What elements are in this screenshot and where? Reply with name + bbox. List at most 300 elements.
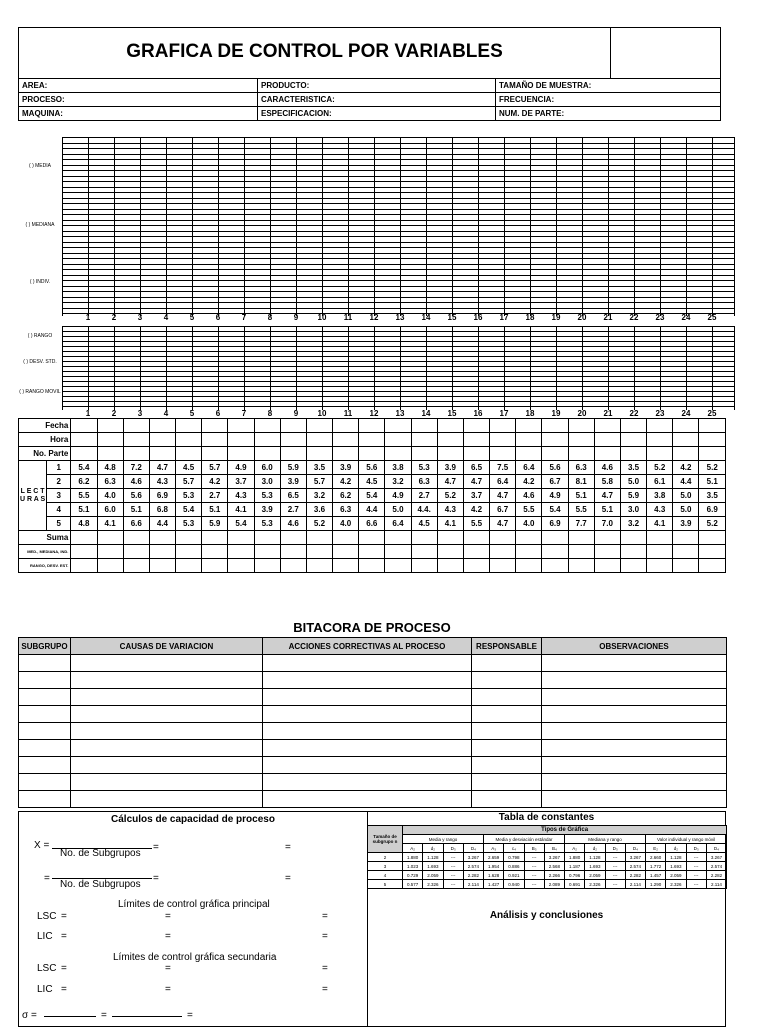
reading-cell[interactable]: 5.3 [254, 489, 280, 503]
reading-cell[interactable]: 4.6 [516, 489, 542, 503]
reading-cell[interactable]: 5.3 [176, 517, 202, 531]
log-entry-cell[interactable] [19, 740, 71, 757]
log-entry-cell[interactable] [71, 655, 263, 672]
reading-cell[interactable]: 3.0 [620, 503, 646, 517]
log-entry-cell[interactable] [263, 655, 472, 672]
entry-cell[interactable] [542, 447, 568, 461]
reading-cell[interactable]: 5.9 [280, 461, 306, 475]
entry-cell[interactable] [176, 419, 202, 433]
entry-cell[interactable] [306, 419, 332, 433]
reading-cell[interactable]: 6.3 [568, 461, 594, 475]
reading-cell[interactable]: 3.9 [437, 461, 463, 475]
entry-cell[interactable] [699, 559, 726, 573]
entry-cell[interactable] [542, 559, 568, 573]
entry-cell[interactable] [254, 419, 280, 433]
entry-cell[interactable] [516, 433, 542, 447]
reading-cell[interactable]: 6.2 [333, 489, 359, 503]
reading-cell[interactable]: 3.9 [333, 461, 359, 475]
entry-cell[interactable] [542, 419, 568, 433]
reading-cell[interactable]: 4.3 [437, 503, 463, 517]
entry-cell[interactable] [123, 531, 149, 545]
log-entry-cell[interactable] [71, 706, 263, 723]
reading-cell[interactable]: 4.7 [594, 489, 620, 503]
reading-cell[interactable]: 6.3 [97, 475, 123, 489]
entry-cell[interactable] [620, 419, 646, 433]
entry-cell[interactable] [228, 559, 254, 573]
entry-cell[interactable] [620, 545, 646, 559]
entry-cell[interactable] [123, 419, 149, 433]
reading-cell[interactable]: 5.1 [594, 503, 620, 517]
reading-cell[interactable]: 3.7 [463, 489, 489, 503]
entry-cell[interactable] [385, 447, 411, 461]
entry-cell[interactable] [647, 531, 673, 545]
log-entry-cell[interactable] [472, 706, 542, 723]
reading-cell[interactable]: 5.4 [542, 503, 568, 517]
entry-cell[interactable] [594, 559, 620, 573]
reading-cell[interactable]: 3.5 [620, 461, 646, 475]
reading-cell[interactable]: 4.4 [149, 517, 175, 531]
entry-cell[interactable] [463, 531, 489, 545]
entry-cell[interactable] [202, 433, 228, 447]
reading-cell[interactable]: 4.1 [228, 503, 254, 517]
reading-cell[interactable]: 4.0 [97, 489, 123, 503]
entry-cell[interactable] [385, 531, 411, 545]
entry-cell[interactable] [149, 545, 175, 559]
entry-cell[interactable] [437, 419, 463, 433]
entry-cell[interactable] [699, 531, 726, 545]
reading-cell[interactable]: 4.5 [176, 461, 202, 475]
entry-cell[interactable] [71, 419, 97, 433]
entry-cell[interactable] [228, 433, 254, 447]
reading-cell[interactable]: 5.9 [202, 517, 228, 531]
log-entry-cell[interactable] [472, 655, 542, 672]
log-entry-cell[interactable] [542, 774, 727, 791]
reading-cell[interactable]: 6.0 [254, 461, 280, 475]
reading-cell[interactable]: 6.7 [490, 503, 516, 517]
log-entry-cell[interactable] [19, 757, 71, 774]
reading-cell[interactable]: 3.6 [306, 503, 332, 517]
reading-cell[interactable]: 5.0 [620, 475, 646, 489]
area-field[interactable]: AREA: [22, 81, 48, 90]
entry-cell[interactable] [568, 559, 594, 573]
reading-cell[interactable]: 5.6 [542, 461, 568, 475]
entry-cell[interactable] [490, 531, 516, 545]
entry-cell[interactable] [463, 419, 489, 433]
reading-cell[interactable]: 5.9 [620, 489, 646, 503]
reading-cell[interactable]: 5.3 [411, 461, 437, 475]
entry-cell[interactable] [490, 419, 516, 433]
entry-cell[interactable] [542, 433, 568, 447]
log-entry-cell[interactable] [263, 740, 472, 757]
log-entry-cell[interactable] [472, 774, 542, 791]
entry-cell[interactable] [280, 531, 306, 545]
reading-cell[interactable]: 4.3 [149, 475, 175, 489]
reading-cell[interactable]: 4.0 [333, 517, 359, 531]
reading-cell[interactable]: 4.7 [463, 475, 489, 489]
entry-cell[interactable] [516, 419, 542, 433]
reading-cell[interactable]: 5.1 [699, 475, 726, 489]
reading-cell[interactable]: 5.6 [123, 489, 149, 503]
reading-cell[interactable]: 5.1 [202, 503, 228, 517]
entry-cell[interactable] [647, 447, 673, 461]
log-entry-cell[interactable] [71, 689, 263, 706]
proceso-field[interactable]: PROCESO: [22, 95, 65, 104]
log-entry-cell[interactable] [542, 672, 727, 689]
reading-cell[interactable]: 5.3 [254, 517, 280, 531]
entry-cell[interactable] [228, 447, 254, 461]
entry-cell[interactable] [673, 531, 699, 545]
reading-cell[interactable]: 3.5 [306, 461, 332, 475]
maquina-field[interactable]: MAQUINA: [22, 109, 63, 118]
log-entry-cell[interactable] [472, 689, 542, 706]
entry-cell[interactable] [97, 433, 123, 447]
reading-cell[interactable]: 4.2 [463, 503, 489, 517]
reading-cell[interactable]: 5.5 [71, 489, 97, 503]
reading-cell[interactable]: 5.2 [437, 489, 463, 503]
reading-cell[interactable]: 4.1 [647, 517, 673, 531]
reading-cell[interactable]: 5.5 [516, 503, 542, 517]
reading-cell[interactable]: 5.0 [673, 489, 699, 503]
entry-cell[interactable] [568, 531, 594, 545]
entry-cell[interactable] [306, 545, 332, 559]
reading-cell[interactable]: 4.1 [437, 517, 463, 531]
reading-cell[interactable]: 6.3 [411, 475, 437, 489]
log-entry-cell[interactable] [71, 757, 263, 774]
entry-cell[interactable] [359, 531, 385, 545]
entry-cell[interactable] [333, 545, 359, 559]
reading-cell[interactable]: 4.1 [97, 517, 123, 531]
reading-cell[interactable]: 4.3 [228, 489, 254, 503]
entry-cell[interactable] [176, 545, 202, 559]
reading-cell[interactable]: 5.4 [71, 461, 97, 475]
entry-cell[interactable] [71, 545, 97, 559]
log-entry-cell[interactable] [19, 689, 71, 706]
log-entry-cell[interactable] [263, 791, 472, 808]
entry-cell[interactable] [333, 419, 359, 433]
log-entry-cell[interactable] [19, 723, 71, 740]
entry-cell[interactable] [490, 545, 516, 559]
reading-cell[interactable]: 5.2 [306, 517, 332, 531]
log-entry-cell[interactable] [542, 757, 727, 774]
entry-cell[interactable] [359, 419, 385, 433]
reading-cell[interactable]: 5.2 [647, 461, 673, 475]
reading-cell[interactable]: 6.9 [149, 489, 175, 503]
reading-cell[interactable]: 7.0 [594, 517, 620, 531]
entry-cell[interactable] [411, 545, 437, 559]
entry-cell[interactable] [333, 433, 359, 447]
entry-cell[interactable] [463, 559, 489, 573]
entry-cell[interactable] [97, 531, 123, 545]
entry-cell[interactable] [333, 531, 359, 545]
entry-cell[interactable] [280, 433, 306, 447]
entry-cell[interactable] [437, 545, 463, 559]
entry-cell[interactable] [359, 447, 385, 461]
entry-cell[interactable] [437, 447, 463, 461]
reading-cell[interactable]: 4.2 [202, 475, 228, 489]
log-entry-cell[interactable] [472, 723, 542, 740]
reading-cell[interactable]: 7.7 [568, 517, 594, 531]
entry-cell[interactable] [673, 419, 699, 433]
reading-cell[interactable]: 2.7 [202, 489, 228, 503]
entry-cell[interactable] [123, 447, 149, 461]
reading-cell[interactable]: 4.4 [359, 503, 385, 517]
entry-cell[interactable] [647, 545, 673, 559]
entry-cell[interactable] [673, 545, 699, 559]
entry-cell[interactable] [620, 433, 646, 447]
reading-cell[interactable]: 5.1 [123, 503, 149, 517]
reading-cell[interactable]: 5.1 [71, 503, 97, 517]
reading-cell[interactable]: 3.2 [620, 517, 646, 531]
entry-cell[interactable] [71, 559, 97, 573]
log-entry-cell[interactable] [71, 672, 263, 689]
entry-cell[interactable] [149, 419, 175, 433]
frecuencia-field[interactable]: FRECUENCIA: [499, 95, 555, 104]
reading-cell[interactable]: 5.5 [568, 503, 594, 517]
reading-cell[interactable]: 3.2 [306, 489, 332, 503]
entry-cell[interactable] [202, 419, 228, 433]
entry-cell[interactable] [699, 419, 726, 433]
entry-cell[interactable] [123, 545, 149, 559]
reading-cell[interactable]: 3.7 [228, 475, 254, 489]
entry-cell[interactable] [516, 545, 542, 559]
especificacion-field[interactable]: ESPECIFICACION: [261, 109, 332, 118]
log-entry-cell[interactable] [472, 740, 542, 757]
entry-cell[interactable] [149, 433, 175, 447]
log-entry-cell[interactable] [19, 672, 71, 689]
entry-cell[interactable] [594, 433, 620, 447]
reading-cell[interactable]: 6.7 [542, 475, 568, 489]
log-entry-cell[interactable] [263, 706, 472, 723]
reading-cell[interactable]: 4.8 [97, 461, 123, 475]
entry-cell[interactable] [280, 419, 306, 433]
reading-cell[interactable]: 5.6 [359, 461, 385, 475]
reading-cell[interactable]: 4.6 [594, 461, 620, 475]
entry-cell[interactable] [673, 447, 699, 461]
entry-cell[interactable] [385, 419, 411, 433]
entry-cell[interactable] [647, 433, 673, 447]
reading-cell[interactable]: 5.7 [306, 475, 332, 489]
reading-cell[interactable]: 5.4 [176, 503, 202, 517]
entry-cell[interactable] [280, 545, 306, 559]
entry-cell[interactable] [699, 545, 726, 559]
reading-cell[interactable]: 5.8 [594, 475, 620, 489]
producto-field[interactable]: PRODUCTO: [261, 81, 310, 90]
reading-cell[interactable]: 3.8 [647, 489, 673, 503]
reading-cell[interactable]: 6.4 [385, 517, 411, 531]
entry-cell[interactable] [97, 559, 123, 573]
entry-cell[interactable] [97, 545, 123, 559]
reading-cell[interactable]: 5.1 [568, 489, 594, 503]
log-entry-cell[interactable] [542, 655, 727, 672]
reading-cell[interactable]: 2.7 [411, 489, 437, 503]
entry-cell[interactable] [254, 433, 280, 447]
entry-cell[interactable] [202, 447, 228, 461]
entry-cell[interactable] [359, 559, 385, 573]
log-entry-cell[interactable] [19, 774, 71, 791]
log-entry-cell[interactable] [542, 740, 727, 757]
entry-cell[interactable] [254, 447, 280, 461]
entry-cell[interactable] [490, 433, 516, 447]
entry-cell[interactable] [202, 531, 228, 545]
reading-cell[interactable]: 4.8 [71, 517, 97, 531]
reading-cell[interactable]: 3.8 [385, 461, 411, 475]
reading-cell[interactable]: 4.6 [123, 475, 149, 489]
entry-cell[interactable] [333, 447, 359, 461]
entry-cell[interactable] [620, 447, 646, 461]
entry-cell[interactable] [437, 559, 463, 573]
reading-cell[interactable]: 6.4 [490, 475, 516, 489]
reading-cell[interactable]: 5.4 [359, 489, 385, 503]
entry-cell[interactable] [542, 545, 568, 559]
entry-cell[interactable] [620, 531, 646, 545]
reading-cell[interactable]: 4.2 [673, 461, 699, 475]
reading-cell[interactable]: 4.2 [333, 475, 359, 489]
reading-cell[interactable]: 7.2 [123, 461, 149, 475]
entry-cell[interactable] [176, 531, 202, 545]
log-entry-cell[interactable] [19, 791, 71, 808]
entry-cell[interactable] [71, 433, 97, 447]
entry-cell[interactable] [306, 559, 332, 573]
entry-cell[interactable] [149, 531, 175, 545]
log-entry-cell[interactable] [542, 723, 727, 740]
entry-cell[interactable] [568, 433, 594, 447]
entry-cell[interactable] [71, 531, 97, 545]
reading-cell[interactable]: 8.1 [568, 475, 594, 489]
reading-cell[interactable]: 4.7 [490, 517, 516, 531]
entry-cell[interactable] [123, 433, 149, 447]
reading-cell[interactable]: 4.9 [542, 489, 568, 503]
log-entry-cell[interactable] [472, 757, 542, 774]
log-entry-cell[interactable] [542, 706, 727, 723]
entry-cell[interactable] [516, 559, 542, 573]
entry-cell[interactable] [490, 447, 516, 461]
reading-cell[interactable]: 4.5 [359, 475, 385, 489]
entry-cell[interactable] [149, 559, 175, 573]
log-entry-cell[interactable] [263, 757, 472, 774]
entry-cell[interactable] [359, 433, 385, 447]
reading-cell[interactable]: 6.5 [280, 489, 306, 503]
entry-cell[interactable] [647, 419, 673, 433]
reading-cell[interactable]: 3.9 [280, 475, 306, 489]
reading-cell[interactable]: 3.2 [385, 475, 411, 489]
reading-cell[interactable]: 3.0 [254, 475, 280, 489]
entry-cell[interactable] [437, 531, 463, 545]
entry-cell[interactable] [463, 447, 489, 461]
reading-cell[interactable]: 4.9 [228, 461, 254, 475]
log-entry-cell[interactable] [263, 774, 472, 791]
reading-cell[interactable]: 5.2 [699, 517, 726, 531]
entry-cell[interactable] [254, 531, 280, 545]
reading-cell[interactable]: 4.0 [516, 517, 542, 531]
entry-cell[interactable] [411, 419, 437, 433]
reading-cell[interactable]: 6.2 [71, 475, 97, 489]
reading-cell[interactable]: 5.0 [385, 503, 411, 517]
entry-cell[interactable] [411, 531, 437, 545]
reading-cell[interactable]: 4.3 [647, 503, 673, 517]
entry-cell[interactable] [437, 433, 463, 447]
reading-cell[interactable]: 5.3 [176, 489, 202, 503]
entry-cell[interactable] [149, 447, 175, 461]
entry-cell[interactable] [97, 419, 123, 433]
entry-cell[interactable] [490, 559, 516, 573]
entry-cell[interactable] [411, 447, 437, 461]
log-entry-cell[interactable] [71, 791, 263, 808]
entry-cell[interactable] [176, 559, 202, 573]
entry-cell[interactable] [411, 433, 437, 447]
entry-cell[interactable] [202, 559, 228, 573]
log-entry-cell[interactable] [472, 791, 542, 808]
tamano-muestra-field[interactable]: TAMAÑO DE MUESTRA: [499, 81, 592, 90]
entry-cell[interactable] [385, 545, 411, 559]
entry-cell[interactable] [647, 559, 673, 573]
reading-cell[interactable]: 4.7 [437, 475, 463, 489]
entry-cell[interactable] [280, 559, 306, 573]
entry-cell[interactable] [228, 545, 254, 559]
log-entry-cell[interactable] [472, 672, 542, 689]
entry-cell[interactable] [673, 433, 699, 447]
entry-cell[interactable] [516, 447, 542, 461]
reading-cell[interactable]: 4.7 [149, 461, 175, 475]
reading-cell[interactable]: 5.4 [228, 517, 254, 531]
log-entry-cell[interactable] [542, 689, 727, 706]
reading-cell[interactable]: 7.5 [490, 461, 516, 475]
reading-cell[interactable]: 6.5 [463, 461, 489, 475]
entry-cell[interactable] [254, 545, 280, 559]
entry-cell[interactable] [594, 531, 620, 545]
reading-cell[interactable]: 3.5 [699, 489, 726, 503]
entry-cell[interactable] [176, 433, 202, 447]
entry-cell[interactable] [542, 531, 568, 545]
reading-cell[interactable]: 6.8 [149, 503, 175, 517]
entry-cell[interactable] [306, 531, 332, 545]
entry-cell[interactable] [620, 559, 646, 573]
entry-cell[interactable] [280, 447, 306, 461]
reading-cell[interactable]: 4.5 [411, 517, 437, 531]
reading-cell[interactable]: 6.3 [333, 503, 359, 517]
entry-cell[interactable] [97, 447, 123, 461]
log-entry-cell[interactable] [71, 774, 263, 791]
reading-cell[interactable]: 4.6 [280, 517, 306, 531]
log-entry-cell[interactable] [263, 672, 472, 689]
entry-cell[interactable] [359, 545, 385, 559]
entry-cell[interactable] [463, 545, 489, 559]
reading-cell[interactable]: 2.7 [280, 503, 306, 517]
reading-cell[interactable]: 6.6 [123, 517, 149, 531]
entry-cell[interactable] [568, 419, 594, 433]
reading-cell[interactable]: 4.4. [411, 503, 437, 517]
entry-cell[interactable] [228, 531, 254, 545]
entry-cell[interactable] [176, 447, 202, 461]
reading-cell[interactable]: 6.9 [699, 503, 726, 517]
reading-cell[interactable]: 6.1 [647, 475, 673, 489]
entry-cell[interactable] [463, 433, 489, 447]
entry-cell[interactable] [673, 559, 699, 573]
reading-cell[interactable]: 4.7 [490, 489, 516, 503]
entry-cell[interactable] [71, 447, 97, 461]
entry-cell[interactable] [411, 559, 437, 573]
entry-cell[interactable] [699, 433, 726, 447]
entry-cell[interactable] [228, 419, 254, 433]
entry-cell[interactable] [306, 433, 332, 447]
log-entry-cell[interactable] [19, 706, 71, 723]
reading-cell[interactable]: 3.9 [673, 517, 699, 531]
log-entry-cell[interactable] [71, 723, 263, 740]
entry-cell[interactable] [123, 559, 149, 573]
log-entry-cell[interactable] [71, 740, 263, 757]
reading-cell[interactable]: 6.9 [542, 517, 568, 531]
entry-cell[interactable] [202, 545, 228, 559]
caracteristica-field[interactable]: CARACTERISTICA: [261, 95, 335, 104]
